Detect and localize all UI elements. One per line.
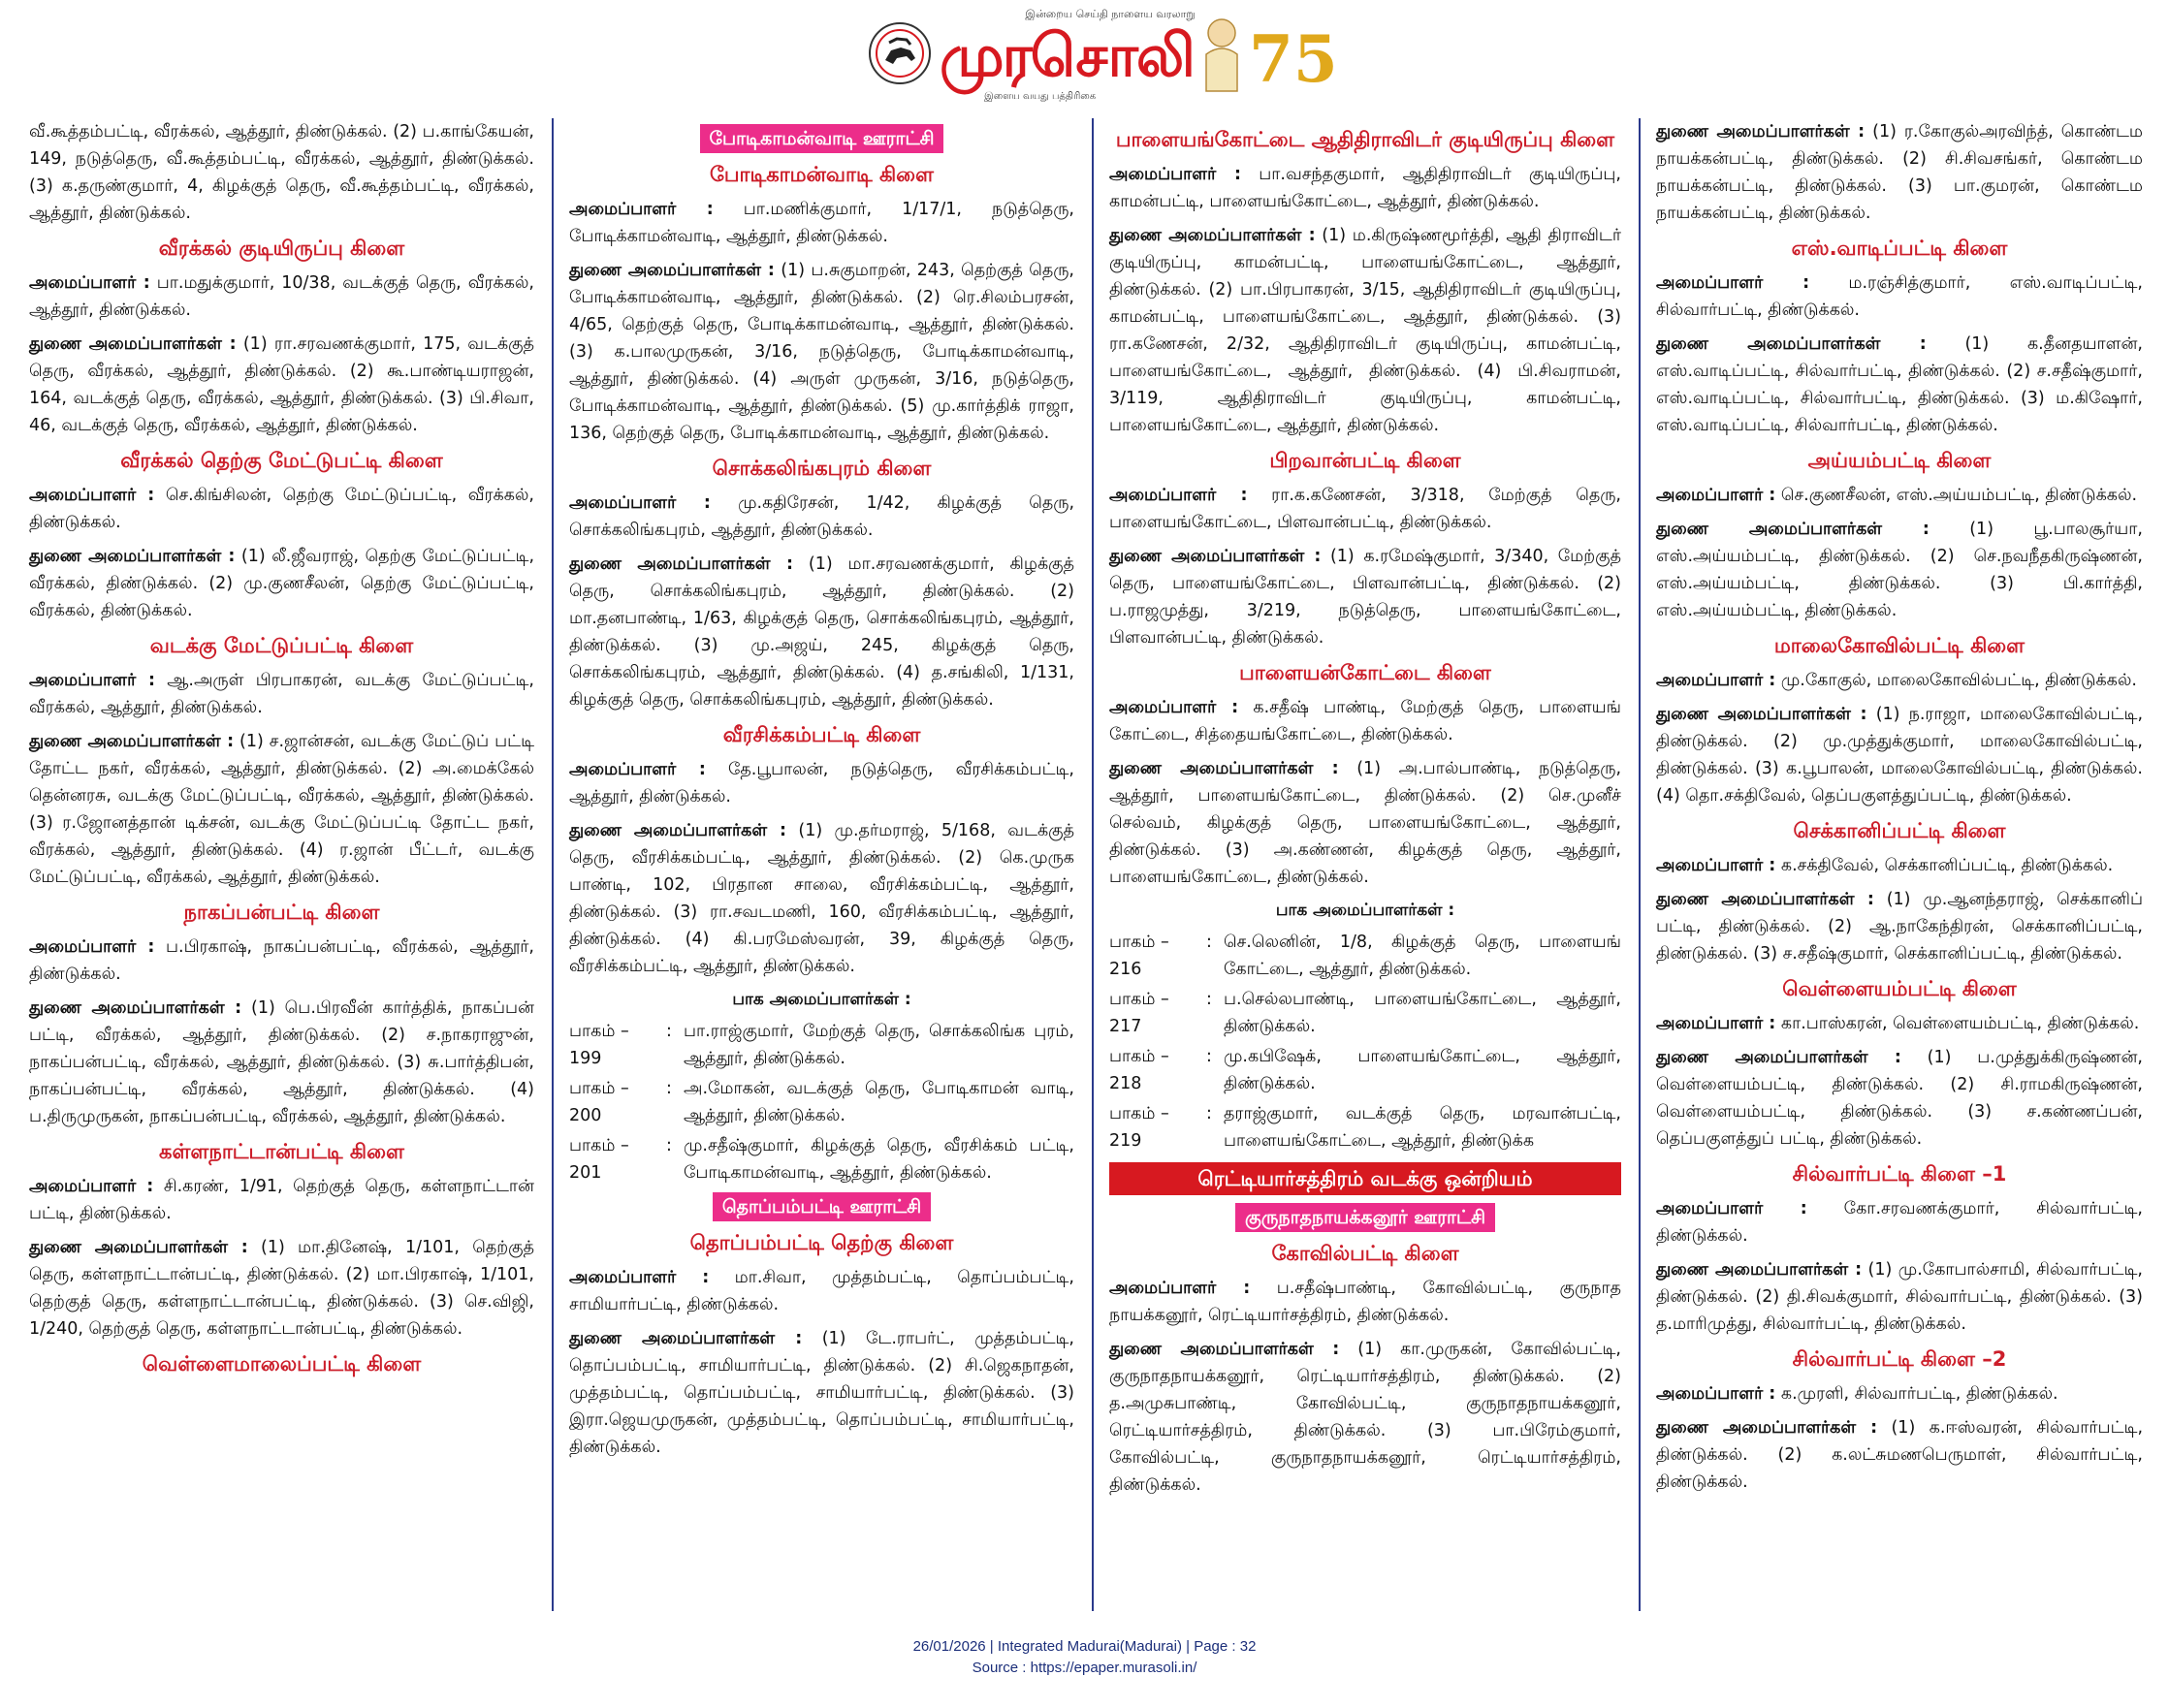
role-label: அமைப்பாளர் :: [29, 671, 156, 690]
member-entry: [1656, 1044, 2143, 1153]
booth-entry: [569, 1132, 1074, 1186]
member-details: ப.சதீஷ்பாண்டி, கோவில்பட்டி, குருநாத நாயக்கனூர், ரெட்டியார்சத்திரம், திண்டுக்கல்.: [1109, 1279, 1621, 1325]
branch-heading: பாளையங்கோட்டை ஆதிதிராவிடர் குடியிருப்பு கிளை: [1115, 128, 1615, 151]
role-label: துணை அமைப்பாளர்கள் :: [1109, 547, 1322, 566]
member-entry: [29, 995, 534, 1130]
separator: :: [1206, 1104, 1212, 1123]
member-entry: [1656, 1256, 2143, 1338]
member-details: க.சக்திவேல், செக்கானிப்பட்டி, திண்டுக்கல்.: [1775, 856, 2114, 875]
branch-heading: அய்யம்பட்டி கிளை: [1807, 449, 1992, 472]
member-entry: [1109, 1336, 1621, 1499]
separator: :: [666, 1136, 672, 1155]
member-details: க.சதீஷ் பாண்டி, மேற்குத் தெரு, பாளையங் கோட்டை, சித்தையங்கோட்டை, திண்டுக்கல்.: [1109, 698, 1621, 744]
footer-edition-line: 26/01/2026 | Integrated Madurai(Madurai) | Page : 32: [912, 1638, 1257, 1655]
member-details: ம.ரஞ்சித்குமார், எஸ்.வாடிப்பட்டி, சில்வார்பட்டி, திண்டுக்கல்.: [1656, 273, 2143, 320]
booth-number: பாகம் – 219: [1109, 1104, 1169, 1151]
role-label: அமைப்பாளர் :: [569, 493, 711, 513]
member-entry: [569, 1264, 1074, 1318]
member-entry: [569, 490, 1074, 544]
member-entry: [1656, 516, 2143, 624]
separator: :: [666, 1079, 672, 1098]
page-content: [14, 118, 2158, 1611]
member-details: பா.மணிக்குமார், 1/17/1, நடுத்தெரு, போடிக்காமன்வாடி, ஆத்தூர், திண்டுக்கல்.: [569, 200, 1074, 246]
branch-heading: வடக்கு மேட்டுப்பட்டி கிளை: [149, 634, 414, 657]
booth-details: மு.சதீஷ்குமார், கிழக்குத் தெரு, வீரசிக்கம் பட்டி, போடிகாமன்வாடி, ஆத்தூர், திண்டுக்கல்.: [684, 1136, 1074, 1183]
column-1: [14, 118, 550, 1611]
member-details: தே.பூபாலன், நடுத்தெரு, வீரசிக்கம்பட்டி, ஆத்தூர், திண்டுக்கல்.: [569, 760, 1074, 807]
branch-heading: கோவில்பட்டி கிளை: [1271, 1242, 1459, 1265]
seventy-fifth-anniversary-icon: [1193, 12, 1338, 99]
member-entry: [29, 1234, 534, 1343]
member-entry: [1656, 482, 2143, 509]
member-entry: [569, 756, 1074, 810]
role-label: அமைப்பாளர் :: [569, 200, 714, 219]
member-details: (1) ப.சுகுமாறன், 243, தெற்குத் தெரு, போடிக்காமன்வாடி, ஆத்தூர், திண்டுக்கல். (2) ரெ.சிலம்பரசன், 4/65, தெற்குத் தெரு, போடிக்காமன்வாடி, ஆத்தூர், திண்டுக்கல். (3) க.பாலமுருகன், 3/16, நடுத்தெரு, போடிக்காமன்வாடி, ஆத்தூர், திண்டுக்கல். (4) அருள் முருகன், 3/16, நடுத்தெரு, போடிக்காமன்வாடி, ஆத்தூர், திண்டுக்கல். (5) மு.கார்த்திக் ராஜா, 136, தெற்குத் தெரு, போடிக்காமன்வாடி, ஆத்தூர், திண்டுக்கல்.: [569, 261, 1074, 443]
member-entry: [29, 482, 534, 536]
member-entry: [1109, 482, 1621, 536]
member-details: செ.கிங்சிலன், தெற்கு மேட்டுப்பட்டி, வீரக்கல், திண்டுக்கல்.: [29, 486, 534, 532]
role-label: துணை அமைப்பாளர்கள் :: [1109, 226, 1316, 245]
role-label: துணை அமைப்பாளர்கள் :: [569, 1329, 803, 1348]
role-label: அமைப்பாளர் :: [1109, 698, 1239, 717]
role-label: அமைப்பாளர் :: [1656, 1384, 1776, 1404]
member-entry: [1109, 755, 1621, 891]
branch-heading: சில்வார்பட்டி கிளை –2: [1792, 1347, 2007, 1371]
booth-number: பாகம் – 216: [1109, 933, 1169, 979]
role-label: அமைப்பாளர் :: [1656, 1199, 1807, 1218]
member-entry: [29, 543, 534, 624]
member-details: ஆ.அருள் பிரபாகரன், வடக்கு மேட்டுப்பட்டி, வீரக்கல், ஆத்தூர், திண்டுக்கல்.: [29, 671, 534, 717]
booth-entry: [569, 1075, 1074, 1129]
panchayat-ribbon: போடிகாமன்வாடி ஊராட்சி: [700, 124, 944, 153]
member-entry: [1656, 1195, 2143, 1249]
masthead-tagline: இன்றைய செய்தி நாளைய வரலாறு: [1025, 8, 1196, 20]
member-entry: [29, 269, 534, 324]
masthead-logo-group[interactable]: [868, 8, 1338, 102]
booth-details: பா.ராஜ்குமார், மேற்குத் தெரு, சொக்கலிங்க புரம், ஆத்தூர், திண்டுக்கல்.: [684, 1022, 1074, 1068]
role-label: துணை அமைப்பாளர்கள் :: [1656, 705, 1867, 724]
member-entry: [569, 257, 1074, 447]
branch-heading: பாளையன்கோட்டை கிளை: [1239, 661, 1491, 684]
role-label: துணை அமைப்பாளர்கள் :: [29, 998, 242, 1018]
role-label: துணை அமைப்பாளர்கள் :: [1656, 1260, 1863, 1280]
member-entry: [29, 933, 534, 988]
member-entry: [1656, 701, 2143, 809]
branch-heading: பிறவான்பட்டி கிளை: [1269, 449, 1461, 472]
role-label: துணை அமைப்பாளர்கள் :: [569, 821, 787, 840]
booth-details: மு.கபிஷேக், பாளையங்கோட்டை, ஆத்தூர், திண்டுக்கல்.: [1224, 1047, 1621, 1093]
role-label: துணை அமைப்பாளர்கள் :: [29, 1238, 248, 1257]
role-label: துணை அமைப்பாளர்கள் :: [29, 547, 236, 566]
role-label: துணை அமைப்பாளர்கள் :: [1656, 122, 1866, 142]
member-details: (1) ந.ராஜா, மாலைகோவில்பட்டி, திண்டுக்கல். (2) மு.முத்துக்குமார், மாலைகோவில்பட்டி, திண்டுக்கல். (3) க.பூபாலன், மாலைகோவில்பட்டி, திண்டுக்கல். (4) தொ.சக்திவேல், தெப்பகுளத்துப்பட்டி, திண்டுக்கல்.: [1656, 705, 2144, 806]
role-label: அமைப்பாளர் :: [1109, 486, 1248, 505]
role-label: அமைப்பாளர் :: [29, 1177, 154, 1196]
branch-heading: வீரக்கல் குடியிருப்பு கிளை: [158, 237, 405, 260]
booth-details: அ.மோகன், வடக்குத் தெரு, போடிகாமன் வாடி, ஆத்தூர், திண்டுக்கல்.: [684, 1079, 1074, 1125]
role-label: அமைப்பாளர் :: [29, 937, 155, 957]
member-details: பா.வசந்தகுமார், ஆதிதிராவிடர் குடியிருப்பு, காமன்பட்டி, பாளையங்கோட்டை, ஆத்தூர், திண்டுக்கல்.: [1109, 165, 1621, 211]
booth-number: பாகம் – 201: [569, 1136, 629, 1183]
booth-entry: [1109, 1100, 1621, 1154]
role-label: அமைப்பாளர் :: [1656, 671, 1776, 690]
member-entry: [1109, 694, 1621, 748]
member-entry: [1109, 161, 1621, 215]
role-label: துணை அமைப்பாளர்கள் :: [29, 732, 235, 751]
member-details: (1) டே.ராபர்ட், முத்தம்பட்டி, தொப்பம்பட்டி, சாமியார்பட்டி, திண்டுக்கல். (2) சி.ஜெகநாதன், முத்தம்பட்டி, தொப்பம்பட்டி, சாமியார்பட்டி, திண்டுக்கல். (3) இரா.ஜெயமுருகன், முத்தம்பட்டி, தொப்பம்பட்டி, சாமியார்பட்டி, திண்டுக்கல்.: [569, 1329, 1074, 1457]
member-details: கோ.சரவணக்குமார், சில்வார்பட்டி, திண்டுக்கல்.: [1656, 1199, 2143, 1246]
role-label: துணை அமைப்பாளர்கள் :: [1109, 1340, 1340, 1359]
role-label: துணை அமைப்பாளர்கள் :: [29, 334, 237, 354]
booth-number: பாகம் – 200: [569, 1079, 629, 1125]
branch-heading: சில்வார்பட்டி கிளை –1: [1792, 1162, 2007, 1186]
member-details: பா.மதுக்குமார், 10/38, வடக்குத் தெரு, வீரக்கல், ஆத்தூர், திண்டுக்கல்.: [29, 273, 534, 320]
masthead: [0, 0, 2169, 111]
booth-details: செ.லெனின், 1/8, கிழக்குத் தெரு, பாளையங் கோட்டை, ஆத்தூர், திண்டுக்கல்.: [1224, 933, 1621, 979]
member-details: (1) மா.சரவணக்குமார், கிழக்குத் தெரு, சொக்கலிங்கபுரம், ஆத்தூர், திண்டுக்கல். (2) மா.தனபாண்டி, 1/63, கிழக்குத் தெரு, சொக்கலிங்கபுரம், ஆத்தூர், திண்டுக்கல். (3) மு.அஜய், 245, கிழக்குத் தெரு, சொக்கலிங்கபுரம், ஆத்தூர், திண்டுக்கல். (4) த.சங்கிலி, 1/131, கிழக்குத் தெரு, சொக்கலிங்கபுரம், ஆத்தூர், திண்டுக்கல்.: [569, 554, 1074, 710]
panchayat-ribbon: குருநாதநாயக்கனூர் ஊராட்சி: [1235, 1203, 1495, 1232]
member-details: (1) மு.தர்மராஜ், 5/168, வடக்குத் தெரு, வீரசிக்கம்பட்டி, ஆத்தூர், திண்டுக்கல். (2) கெ.முருக பாண்டி, 102, பிரதான சாலை, வீரசிக்கம்பட்டி, ஆத்தூர், திண்டுக்கல். (3) ரா.சவடமணி, 160, வீரசிக்கம்பட்டி, ஆத்தூர், திண்டுக்கல். (4) கி.பரமேஸ்வரன், 39, கிழக்குத் தெரு, வீரசிக்கம்பட்டி, ஆத்தூர், திண்டுக்கல்.: [569, 821, 1074, 976]
branch-heading: வெள்ளையம்பட்டி கிளை: [1782, 977, 2017, 1000]
member-entry: [1656, 1414, 2143, 1496]
member-details: மு.கதிரேசன், 1/42, கிழக்குத் தெரு, சொக்கலிங்கபுரம், ஆத்தூர், திண்டுக்கல்.: [569, 493, 1075, 540]
member-details: கா.பாஸ்கரன், வெள்ளையம்பட்டி, திண்டுக்கல்.: [1775, 1014, 2140, 1033]
member-details: (1) ரா.சரவணக்குமார், 175, வடக்குத் தெரு, வீரக்கல், ஆத்தூர், திண்டுக்கல். (2) கூ.பாண்டியராஜன், 164, வடக்குத் தெரு, வீரக்கல், ஆத்தூர், திண்டுக்கல். (3) பி.சிவா, 46, வடக்குத் தெரு, வீரக்கல், ஆத்தூர், திண்டுக்கல்.: [29, 334, 534, 435]
column-4: [1639, 118, 2158, 1611]
booth-entry: [1109, 929, 1621, 983]
page-footer: [0, 1636, 2169, 1679]
member-entry: [1656, 852, 2143, 879]
role-label: அமைப்பாளர் :: [1656, 486, 1776, 505]
role-label: அமைப்பாளர் :: [29, 486, 155, 505]
branch-heading: நாகப்பன்பட்டி கிளை: [183, 901, 380, 924]
separator: :: [1206, 990, 1212, 1009]
member-entry: [29, 728, 534, 891]
branch-heading: செக்கானிப்பட்டி கிளை: [1793, 819, 2006, 842]
role-label: துணை அமைப்பாளர்கள் :: [1656, 1048, 1901, 1067]
member-details: (1) க.தீனதயாளன், எஸ்.வாடிப்பட்டி, சில்வார்பட்டி, திண்டுக்கல். (2) ச.சதீஷ்குமார், எஸ்.வாடிப்பட்டி, சில்வார்பட்டி, திண்டுக்கல். (3) ம.கிஷோர், எஸ்.வாடிப்பட்டி, சில்வார்பட்டி, திண்டுக்கல்.: [1656, 334, 2143, 435]
section-subheading: பாக அமைப்பாளர்கள் :: [732, 990, 911, 1009]
role-label: அமைப்பாளர் :: [29, 273, 150, 293]
member-details: (1) பூ.பாலசூர்யா, எஸ்.அய்யம்பட்டி, திண்டுக்கல். (2) செ.நவநீதகிருஷ்ணன், எஸ்.அய்யம்பட்டி, திண்டுக்கல். (3) பி.கார்த்தி, எஸ்.அய்யம்பட்டி, திண்டுக்கல்.: [1656, 520, 2143, 620]
member-entry: [1656, 886, 2143, 967]
branch-heading: மாலைகோவில்பட்டி கிளை: [1773, 634, 2025, 657]
column-3: [1092, 118, 1637, 1611]
role-label: துணை அமைப்பாளர்கள் :: [1656, 890, 1874, 909]
member-details: (1) ப.முத்துக்கிருஷ்ணன், வெள்ளையம்பட்டி, திண்டுக்கல். (2) சி.ராமகிருஷ்ணன், வெள்ளையம்பட்டி, திண்டுக்கல். (3) ச.கண்ணப்பன், தெப்பகுளத்துப் பட்டி, திண்டுக்கல்.: [1656, 1048, 2143, 1149]
member-entry: [29, 1173, 534, 1227]
booth-details: ப.செல்லபாண்டி, பாளையங்கோட்டை, ஆத்தூர், திண்டுக்கல்.: [1224, 990, 1621, 1036]
member-details: சி.கரண், 1/91, தெற்குத் தெரு, கள்ளநாட்டான் பட்டி, திண்டுக்கல்.: [29, 1177, 534, 1223]
member-details: (1) ர.கோகுல்அரவிந்த், கொண்டம நாயக்கன்பட்டி, திண்டுக்கல். (2) சி.சிவசங்கர், கொண்டம நாயக்கன்பட்டி, திண்டுக்கல். (3) பா.குமரன், கொண்டம நாயக்கன்பட்டி, திண்டுக்கல்.: [1656, 122, 2143, 223]
member-entry: [1109, 543, 1621, 651]
paragraph: வீ.கூத்தம்பட்டி, வீரக்கல், ஆத்தூர், திண்டுக்கல். (2) ப.காங்கேயன், 149, நடுத்தெரு, வீ.கூத்தம்பட்டி, வீரக்கல், ஆத்தூர், திண்டுக்கல். (3) க.தருண்குமார், 4, கிழக்குத் தெரு, வீ.கூத்தம்பட்டி, வீரக்கல், ஆத்தூர், திண்டுக்கல்.: [29, 122, 534, 223]
branch-heading: வெள்ளைமாலைப்பட்டி கிளை: [142, 1352, 422, 1376]
role-label: துணை அமைப்பாளர்கள் :: [1656, 1418, 1878, 1438]
booth-details: தராஜ்குமார், வடக்குத் தெரு, மரவான்பட்டி, பாளையங்கோட்டை, ஆத்தூர், திண்டுக்க: [1224, 1104, 1621, 1151]
member-entry: [29, 331, 534, 439]
member-details: (1) கா.முருகன், கோவில்பட்டி, குருநாதநாயக்கனூர், ரெட்டியார்சத்திரம், திண்டுக்கல். (2) த.அமுசுபாண்டி, கோவில்பட்டி, குருநாதநாயக்கனூர், ரெட்டியார்சத்திரம், திண்டுக்கல். (3) பா.பிரேம்குமார், கோவில்பட்டி, குருநாதநாயக்கனூர், ரெட்டியார்சத்திரம், திண்டுக்கல்.: [1109, 1340, 1621, 1495]
branch-heading: கள்ளநாட்டான்பட்டி கிளை: [159, 1140, 404, 1163]
booth-entry: [1109, 1043, 1621, 1097]
member-entry: [1656, 331, 2143, 439]
member-entry: [1656, 269, 2143, 324]
booth-number: பாகம் – 217: [1109, 990, 1169, 1036]
booth-number: பாகம் – 218: [1109, 1047, 1169, 1093]
member-entry: [569, 196, 1074, 250]
branch-heading: வீரக்கல் தெற்கு மேட்டுபட்டி கிளை: [120, 449, 443, 472]
role-label: துணை அமைப்பாளர்கள் :: [1656, 334, 1927, 354]
member-entry: [1656, 1380, 2143, 1408]
member-details: (1) க.ரமேஷ்குமார், 3/340, மேற்குத் தெரு, பாளையங்கோட்டை, பிளவான்பட்டி, திண்டுக்கல். (2) ப.ராஜமுத்து, 3/219, நடுத்தெரு, பாளையங்கோட்டை, பிளவான்பட்டி, திண்டுக்கல்.: [1109, 547, 1621, 648]
member-entry: [1109, 1275, 1621, 1329]
role-label: துணை அமைப்பாளர்கள் :: [1656, 520, 1930, 539]
member-details: ப.பிரகாஷ், நாகப்பன்பட்டி, வீரக்கல், ஆத்தூர், திண்டுக்கல்.: [29, 937, 534, 984]
member-details: செ.குணசீலன், எஸ்.அய்யம்பட்டி, திண்டுக்கல்.: [1775, 486, 2138, 505]
role-label: துணை அமைப்பாளர்கள் :: [569, 554, 794, 574]
anniversary-number: 75: [1249, 21, 1338, 97]
member-details: (1) ச.ஜான்சன், வடக்கு மேட்டுப் பட்டி தோட்ட நகர், வீரக்கல், ஆத்தூர், திண்டுக்கல். (2) அ.மைக்கேல் தென்னரசு, வடக்கு மேட்டுப்பட்டி, வீரக்கல், ஆத்தூர், திண்டுக்கல். (3) ர.ஜோனத்தான் டிக்சன், வடக்கு மேட்டுப்பட்டி தோட்ட நகர், வீரக்கல், ஆத்தூர், திண்டுக்கல். (4) ர.ஜான் பீட்டர், வடக்கு மேட்டுப்பட்டி, வீரக்கல், ஆத்தூர், திண்டுக்கல்.: [29, 732, 535, 887]
branch-heading: வீரசிக்கம்பட்டி கிளை: [722, 723, 921, 746]
branch-heading: தொப்பம்பட்டி தெற்கு கிளை: [689, 1231, 954, 1254]
masthead-subtitle: இளைய வயது பத்திரிகை: [984, 91, 1097, 102]
separator: :: [666, 1022, 672, 1041]
column-2: [552, 118, 1090, 1611]
section-subheading: பாக அமைப்பாளர்கள் :: [1275, 901, 1455, 920]
booth-number: பாகம் – 199: [569, 1022, 629, 1068]
role-label: அமைப்பாளர் :: [569, 1268, 710, 1287]
member-details: (1) க.ஈஸ்வரன், சில்வார்பட்டி, திண்டுக்கல். (2) க.லட்சுமணபெருமாள், சில்வார்பட்டி, திண்டுக்கல்.: [1656, 1418, 2144, 1492]
role-label: அமைப்பாளர் :: [569, 760, 706, 779]
separator: :: [1206, 933, 1212, 952]
footer-source-link[interactable]: Source : https://epaper.murasoli.in/: [972, 1660, 1197, 1676]
party-emblem-icon: [868, 21, 932, 85]
branch-heading: சொக்கலிங்கபுரம் கிளை: [712, 457, 932, 480]
role-label: அமைப்பாளர் :: [1109, 1279, 1251, 1298]
booth-entry: [569, 1018, 1074, 1072]
member-entry: [1109, 222, 1621, 439]
role-label: துணை அமைப்பாளர்கள் :: [1109, 759, 1339, 778]
member-entry: [29, 667, 534, 721]
member-entry: [569, 551, 1074, 713]
member-entry: [1656, 118, 2143, 227]
separator: :: [1206, 1047, 1212, 1066]
member-entry: [569, 817, 1074, 980]
role-label: துணை அமைப்பாளர்கள் :: [569, 261, 775, 280]
union-banner: ரெட்டியார்சத்திரம் வடக்கு ஒன்றியம்: [1109, 1162, 1621, 1195]
role-label: அமைப்பாளர் :: [1656, 856, 1776, 875]
member-details: மு.கோகுல், மாலைகோவில்பட்டி, திண்டுக்கல்.: [1775, 671, 2137, 690]
member-entry: [569, 1325, 1074, 1461]
member-details: ரா.க.கணேசன், 3/318, மேற்குத் தெரு, பாளையங்கோட்டை, பிளவான்பட்டி, திண்டுக்கல்.: [1109, 486, 1621, 532]
member-details: (1) மு.கோபால்சாமி, சில்வார்பட்டி, திண்டுக்கல். (2) தி.சிவக்குமார், சில்வார்பட்டி, திண்டுக்கல். (3) த.மாரிமுத்து, சில்வார்பட்டி, திண்டுக்கல்.: [1656, 1260, 2143, 1334]
role-label: அமைப்பாளர் :: [1656, 273, 1810, 293]
branch-heading: எஸ்.வாடிப்பட்டி கிளை: [1791, 237, 2008, 260]
member-details: க.முரளி, சில்வார்பட்டி, திண்டுக்கல்.: [1775, 1384, 2058, 1404]
member-details: மா.சிவா, முத்தம்பட்டி, தொப்பம்பட்டி, சாமியார்பட்டி, திண்டுக்கல்.: [569, 1268, 1074, 1314]
member-details: (1) லீ.ஜீவராஜ், தெற்கு மேட்டுப்பட்டி, வீரக்கல், திண்டுக்கல். (2) மு.குணசீலன், தெற்கு மேட்டுப்பட்டி, வீரக்கல், திண்டுக்கல்.: [29, 547, 535, 620]
role-label: அமைப்பாளர் :: [1656, 1014, 1776, 1033]
member-details: (1) ம.கிருஷ்ணமூர்த்தி, ஆதி திராவிடர் குடியிருப்பு, காமன்பட்டி, பாளையங்கோட்டை, ஆத்தூர், திண்டுக்கல். (2) பா.பிரபாகரன், 3/15, ஆதிதிராவிடர் குடியிருப்பு, காமன்பட்டி, பாளையங்கோட்டை, ஆத்தூர், திண்டுக்கல். (3) ரா.கணேசன், 2/32, ஆதிதிராவிடர் குடியிருப்பு, காமன்பட்டி, பாளையங்கோட்டை, ஆத்தூர், திண்டுக்கல். (4) பி.சிவராமன், 3/119, ஆதிதிராவிடர் குடியிருப்பு, காமன்பட்டி, பாளையங்கோட்டை, ஆத்தூர், திண்டுக்கல்.: [1109, 226, 1621, 435]
branch-heading: போடிகாமன்வாடி கிளை: [709, 163, 934, 186]
member-details: (1) மு.ஆனந்தராஜ், செக்கானிப் பட்டி, திண்டுக்கல். (2) ஆ.நாகேந்திரன், செக்கானிப்பட்டி, திண்டுக்கல். (3) ச.சதீஷ்குமார், செக்கானிப்பட்டி, திண்டுக்கல்.: [1656, 890, 2144, 964]
member-entry: [1656, 667, 2143, 694]
member-details: (1) மா.தினேஷ், 1/101, தெற்குத் தெரு, கள்ளநாட்டான்பட்டி, திண்டுக்கல். (2) மா.பிரகாஷ், 1/101, தெற்குத் தெரு, கள்ளநாட்டான்பட்டி, திண்டுக்கல். (3) செ.விஜி, 1/240, தெற்குத் தெரு, கள்ளநாட்டான்பட்டி, திண்டுக்கல்.: [29, 1238, 534, 1339]
member-details: (1) பெ.பிரவீன் கார்த்திக், நாகப்பன் பட்டி, வீரக்கல், ஆத்தூர், திண்டுக்கல். (2) ச.நாகராஜுன், நாகப்பன்பட்டி, வீரக்கல், ஆத்தூர், திண்டுக்கல். (3) சு.பார்த்திபன், நாகப்பன்பட்டி, வீரக்கல், ஆத்தூர், திண்டுக்கல். (4) ப.திருமுருகன், நாகப்பன்பட்டி, வீரக்கல், ஆத்தூர், திண்டுக்கல்.: [29, 998, 534, 1126]
panchayat-ribbon: தொப்பம்பட்டி ஊராட்சி: [713, 1192, 931, 1221]
member-details: (1) அ.பால்பாண்டி, நடுத்தெரு, ஆத்தூர், பாளையங்கோட்டை, திண்டுக்கல். (2) செ.முனீச் செல்வம், கிழக்குத் தெரு, பாளையங்கோட்டை, ஆத்தூர், திண்டுக்கல். (3) அ.கண்ணன், கிழக்குத் தெரு, ஆத்தூர், பாளையங்கோட்டை, திண்டுக்கல்.: [1109, 759, 1622, 887]
booth-entry: [1109, 986, 1621, 1040]
role-label: அமைப்பாளர் :: [1109, 165, 1241, 184]
masthead-title: முரசொலி: [940, 22, 1194, 90]
member-entry: [1656, 1010, 2143, 1037]
